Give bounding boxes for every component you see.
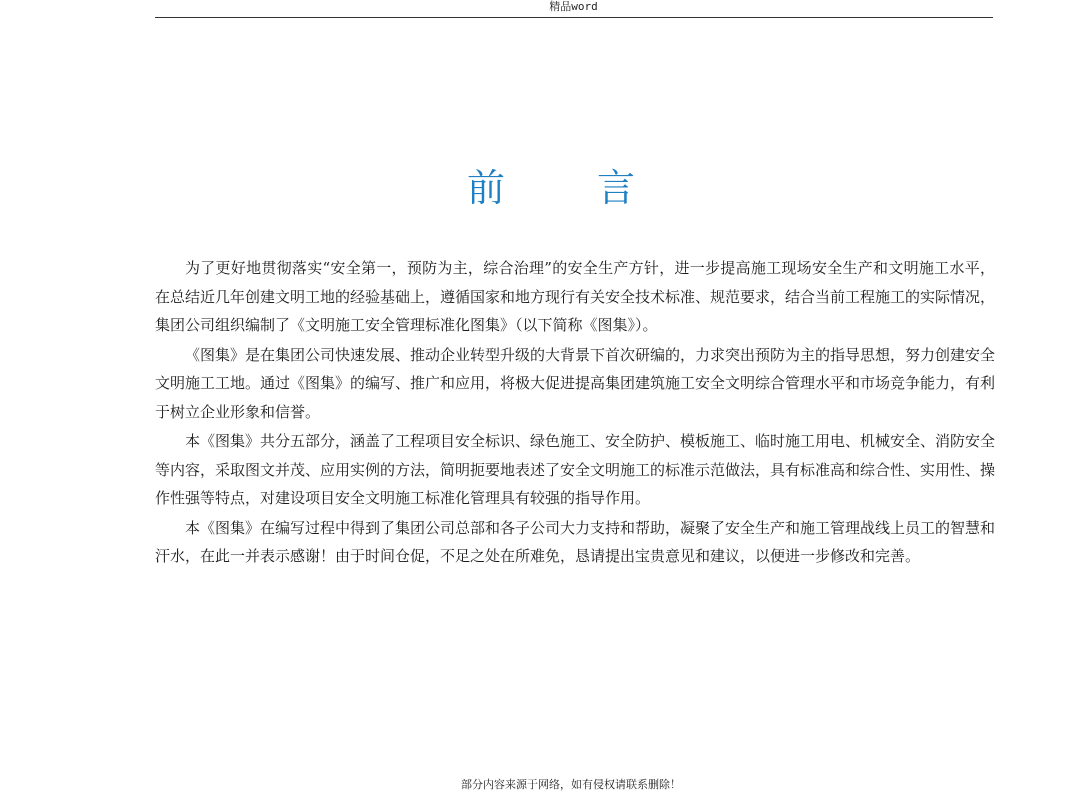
- footer-disclaimer: 部分内容来源于网络，如有侵权请联系删除！: [461, 778, 681, 791]
- paragraph-1: 为了更好地贯彻落实“安全第一，预防为主，综合治理”的安全生产方针，进一步提高施工现场安全生产和文明施工水平，在总结近几年创建文明工地的经验基础上，遵循国家和地方现行有关安全技术标准、规范要求，结合当前工程施工的实际情况，集团公司组织编制了《文明施工安全管理标准化图集》（以下简称《图集》）。: [155, 259, 996, 334]
- header-divider: [155, 17, 993, 18]
- paragraph-3: 本《图集》共分五部分，涵盖了工程项目安全标识、绿色施工、安全防护、模板施工、临时施工用电、机械安全、消防安全等内容，采取图文并茂、应用实例的方法，简明扼要地表述了安全文明施工的标准示范做法，具有标准高和综合性、实用性、操作性强等特点，对建设项目安全文明施工标准化管理具有较强的指导作用。: [155, 432, 996, 507]
- page-title: 前 言: [466, 166, 676, 210]
- header-label: 精品word: [549, 0, 598, 13]
- paragraph-2: 《图集》是在集团公司快速发展、推动企业转型升级的大背景下首次研编的，力求突出预防为主的指导思想，努力创建安全文明施工工地。通过《图集》的编写、推广和应用，将极大促进提高集团建筑施工安全文明综合管理水平和市场竞争能力，有利于树立企业形象和信誉。: [155, 345, 996, 421]
- paragraph-4: 本《图集》在编写过程中得到了集团公司总部和各子公司大力支持和帮助，凝聚了安全生产和施工管理战线上员工的智慧和汗水，在此一并表示感谢！由于时间仓促，不足之处在所难免，恳请提出宝贵意见和建议，以便进一步修改和完善。: [155, 518, 996, 565]
- document-body: [155, 254, 995, 571]
